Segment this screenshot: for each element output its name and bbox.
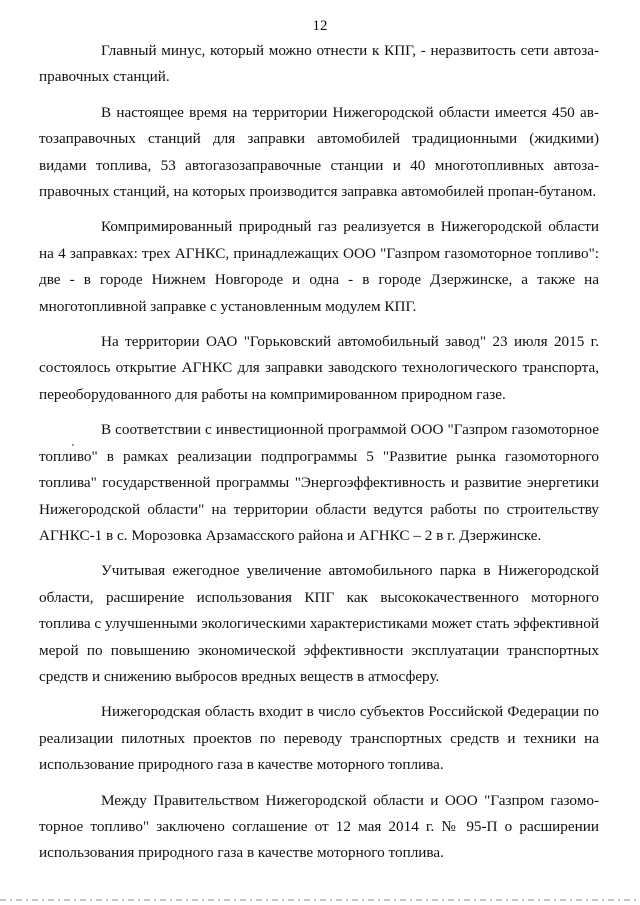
paragraph-cng-stations-shortage: Главный минус, который можно отнести к КПГ, - неразвитость сети автозаправочных станций. (39, 42, 599, 86)
paragraph-cng-sales: Компримированный природный газ реализуется в Нижегородской области на 4 заправках: трех АГНКС, принадлежащих ООО "Газпром газомоторное топливо": две - в городе Нижнем Новгороде и одна - в городе Дзержинске, а также на многотопливной заправке с установленным модулем КПГ. (39, 218, 599, 315)
paragraph-pilot-projects: Нижегородская область входит в число субъектов Российской Федерации по реализации пилотных проектов по переводу транспортных средств и техники на использование природного газа в качестве моторного топлива. (39, 703, 599, 774)
paragraph-investment-program: В соответствии с инвестиционной программой ООО "Газпром газомоторное топливо" в рамках реализации подпрограммы 5 "Развитие рынка газомоторного топлива" государственной программы "Энергоэффективность и развитие энергетики Нижегородской области" на территории области ведутся работы по строительству АГНКС-1 в с. Морозовка Арзамасского района и АГНКС – 2 в г. Дзержинске. (39, 421, 599, 544)
scan-artifact-dot (72, 444, 74, 446)
paragraph-fleet-growth: Учитывая ежегодное увеличение автомобильного парка в Нижегородской области, расширение использования КПГ как высококачественного моторного топлива с улучшенными экологическими характеристиками может стать эффективной мерой по повышению экономической эффективности эксплуатации транспортных средств и снижению выбросов вредных веществ в атмосферу. (39, 562, 599, 685)
paragraph-agreement: Между Правительством Нижегородской области и ООО "Газпром газомоторное топливо" заключено соглашение от 12 мая 2014 г. № 95-П о расширении использования природного газа в качестве моторного топлива. (39, 791, 599, 862)
paragraph-gaz-plant-opening: На территории ОАО "Горьковский автомобильный завод" 23 июля 2015 г. состоялось открытие АГНКС для заправки заводского технологического транспорта, переоборудованного для работы на компримированном природном газе. (39, 333, 599, 403)
scan-edge-artifact (0, 895, 640, 905)
paragraph-station-counts: В настоящее время на территории Нижегородской области имеется 450 автозаправочных станций для заправки автомобилей традиционными (жидкими) видами топлива, 53 автогазозаправочные станции и 40 многотопливных автозаправочных станций, на которых производится заправка автомобилей пропан-бутаном. (39, 103, 599, 201)
document-body (39, 38, 599, 876)
page-number: 12 (312, 18, 328, 34)
